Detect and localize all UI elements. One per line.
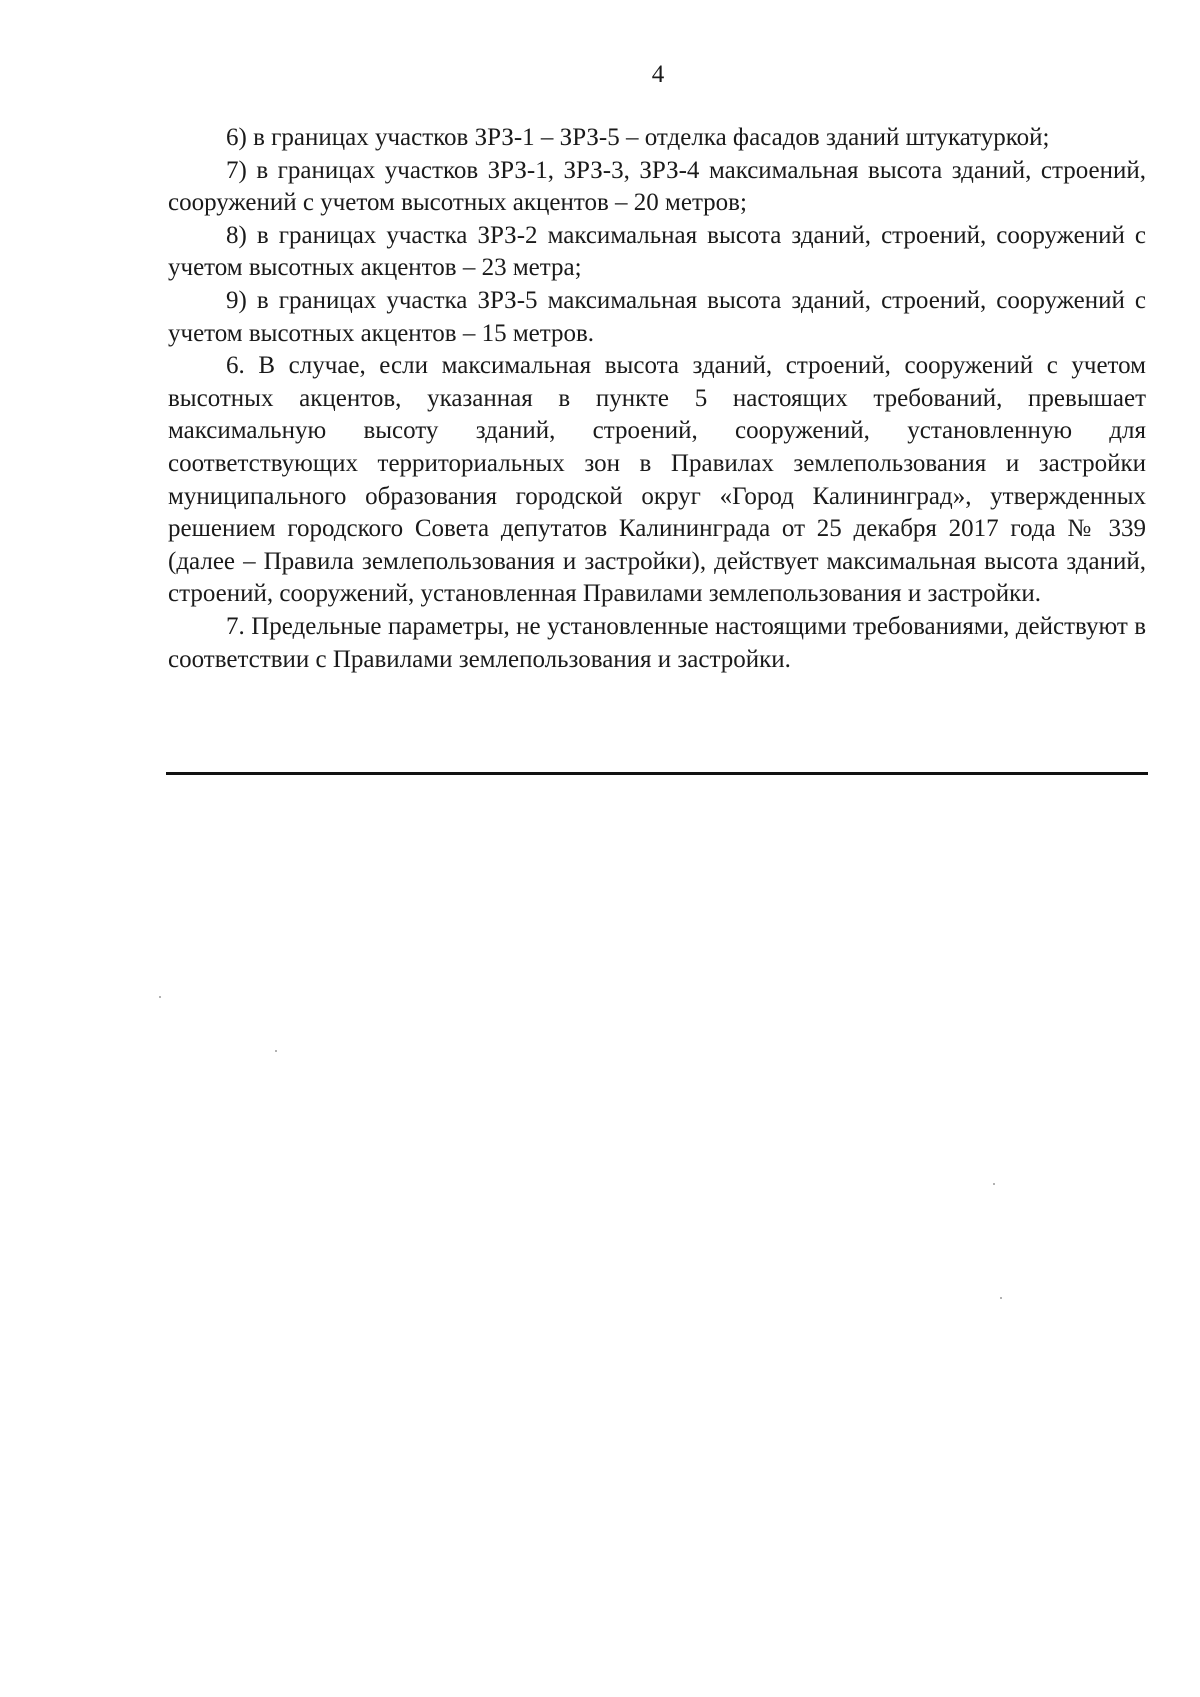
end-of-document-rule (166, 772, 1148, 775)
scan-speck (159, 996, 161, 998)
scan-speck (275, 1050, 277, 1052)
paragraph-item-8: 8) в границах участка ЗРЗ-2 максимальная высота зданий, строений, сооружений с учетом высотных акцентов – 23 метра; (168, 221, 1146, 282)
paragraph-item-7: 7) в границах участков ЗРЗ-1, ЗРЗ-3, ЗРЗ-4 максимальная высота зданий, строений, сооружений с учетом высотных акцентов – 20 метров; (168, 156, 1146, 217)
paragraph-item-6: 6) в границах участков ЗРЗ-1 – ЗРЗ-5 – отделка фасадов зданий штукатуркой; (226, 124, 1050, 151)
scan-speck (993, 1183, 995, 1185)
document-body (168, 122, 1146, 676)
paragraph-clause-7: 7. Предельные параметры, не установленные настоящими требованиями, действуют в соответствии с Правилами землепользования и застройки. (168, 612, 1146, 673)
paragraph-clause-6: 6. В случае, если максимальная высота зданий, строений, сооружений с учетом высотных акцентов, указанная в пункте 5 настоящих требований, превышает максимальную высоту зданий, строений, сооружений, установленную для соответствующих территориальных зон в Правилах землепользования и застройки муниципального образования городской округ «Город Калининград», утвержденных решением городского Совета депутатов Калининграда от 25 декабря 2017 года № 339 (далее – Правила землепользования и застройки), действует максимальная высота зданий, строений, сооружений, установленная Правилами землепользования и застройки. (168, 352, 1146, 608)
page-number: 4 (651, 61, 665, 88)
scan-speck (1000, 1297, 1002, 1299)
paragraph-item-9: 9) в границах участка ЗРЗ-5 максимальная высота зданий, строений, сооружений с учетом высотных акцентов – 15 метров. (168, 286, 1146, 347)
